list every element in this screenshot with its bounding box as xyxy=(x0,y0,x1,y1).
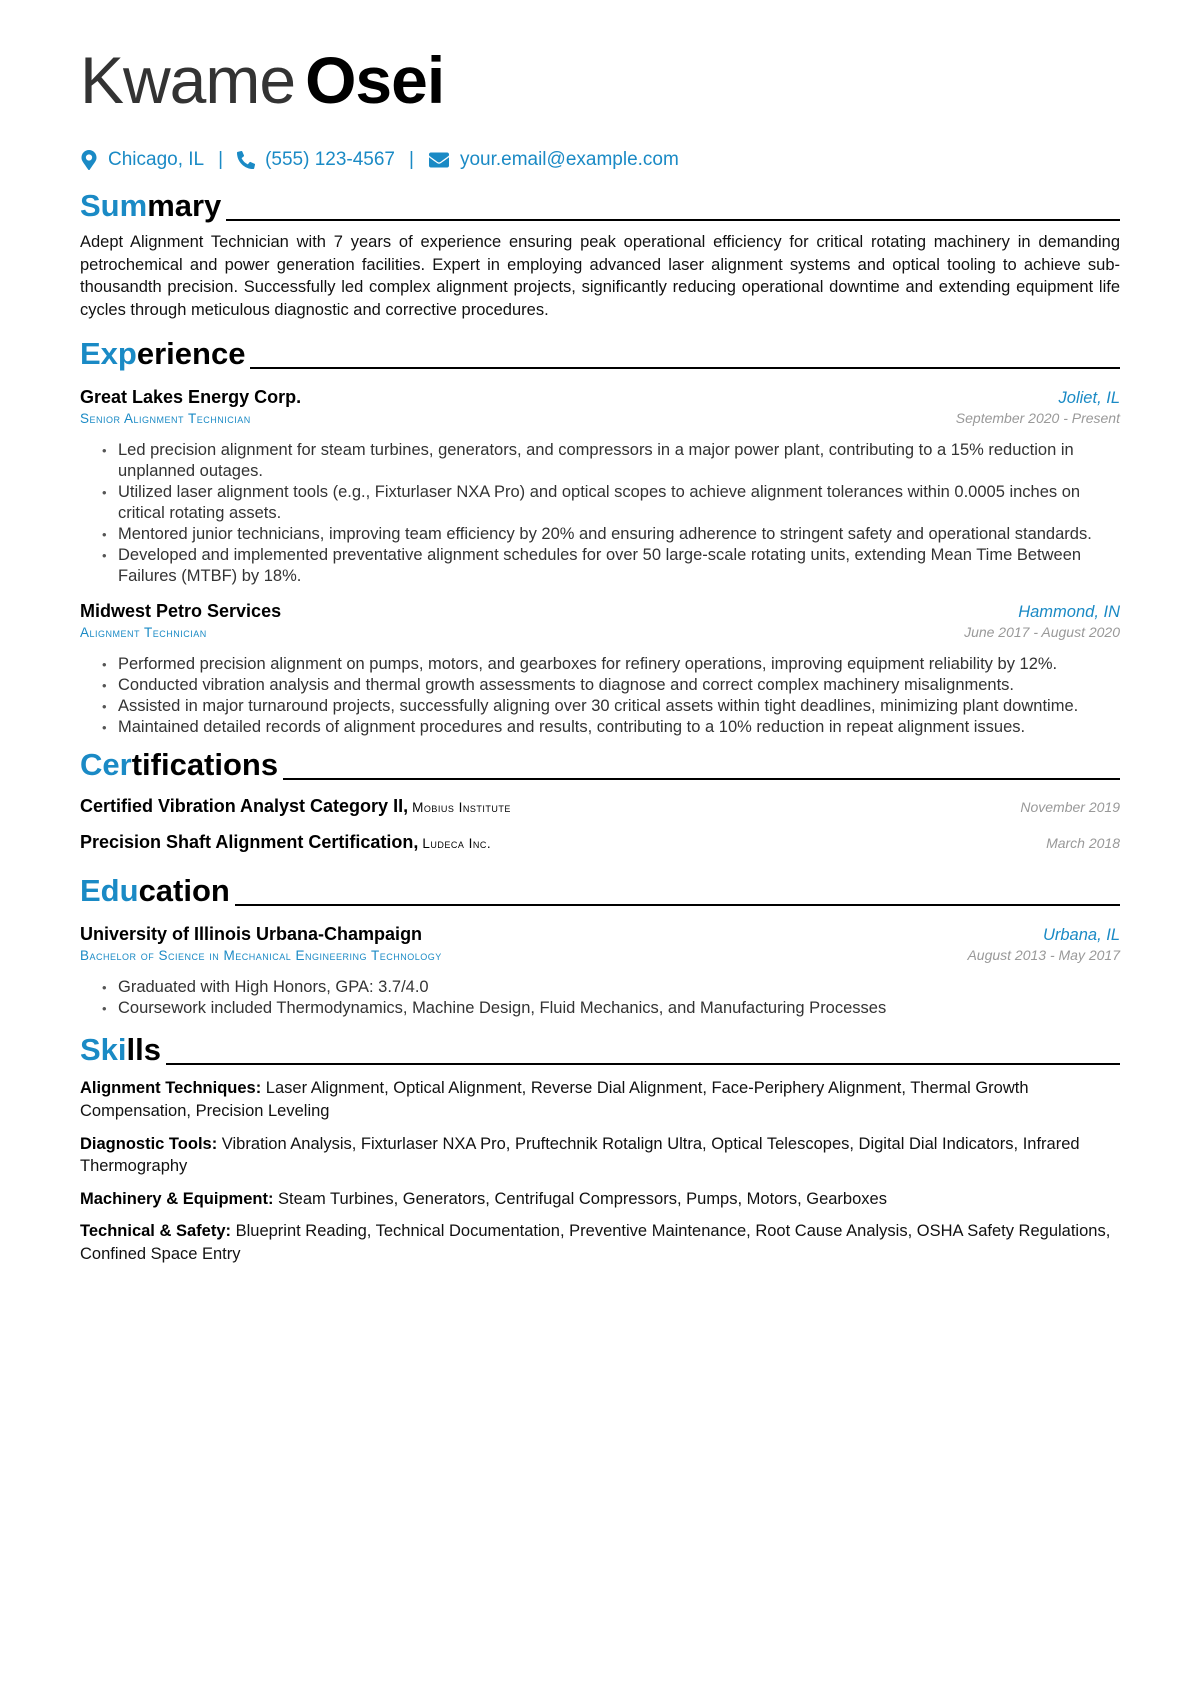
section-heading xyxy=(80,870,1120,910)
skill-category: Alignment Techniques: xyxy=(80,1079,262,1098)
last-name: Osei xyxy=(305,43,445,117)
school-name: University of Illinois Urbana-Champaign xyxy=(80,924,423,945)
skill-items: Vibration Analysis, Fixturlaser NXA Pro, Pruftechnik Rotalign Ultra, Optical Telescopes, Digital Dial Indicators, Infrared Thermography xyxy=(80,1134,1080,1176)
education-bullets xyxy=(80,977,1120,1019)
list-item: • Coursework included Thermodynamics, Machine Design, Fluid Mechanics, and Manufacturing Processes xyxy=(118,998,1120,1019)
certification-name: Certified Vibration Analyst Category II xyxy=(80,796,404,817)
skill-items: Steam Turbines, Generators, Centrifugal Compressors, Pumps, Motors, Gearboxes xyxy=(278,1189,887,1208)
list-item: • Utilized laser alignment tools (e.g., Fixturlaser NXA Pro) and optical scopes to achieve alignment tolerances within 0.0005 inches on critical rotating assets. xyxy=(118,482,1120,524)
contact-location xyxy=(80,149,204,171)
map-marker-icon xyxy=(80,150,98,170)
location-text: Chicago, IL xyxy=(108,149,205,170)
list-item: • Graduated with High Honors, GPA: 3.7/4.0 xyxy=(118,977,1120,998)
list-item: • Maintained detailed records of alignment procedures and results, contributing to a 10% reduction in repeat alignment issues. xyxy=(118,717,1120,738)
section-rule xyxy=(250,367,1120,369)
contact-bar xyxy=(80,145,1120,175)
skills-title: Skills xyxy=(80,1032,161,1068)
certifications-title: Certifications xyxy=(80,747,279,783)
list-item: • Mentored junior technicians, improving team efficiency by 20% and ensuring adherence to stringent safety and operational standards. xyxy=(118,524,1120,545)
list-item: • Led precision alignment for steam turbines, generators, and compressors in a major power plant, contributing to a 15% reduction in unplanned outages. xyxy=(118,440,1120,482)
section-rule xyxy=(235,904,1120,906)
certification-entry: Certified Vibration Analyst Category II, Mobius Institute November 2019 xyxy=(80,796,1120,817)
contact-separator: | xyxy=(409,149,414,170)
job-location: Joliet, IL xyxy=(1058,389,1120,408)
job-entry xyxy=(80,601,1120,738)
list-item: • Assisted in major turnaround projects, successfully aligning over 30 critical assets within tight deadlines, minimizing plant downtime. xyxy=(118,696,1120,717)
skills-section xyxy=(80,1029,1120,1265)
skill-category: Technical & Safety: xyxy=(80,1222,231,1241)
contact-separator: | xyxy=(218,149,224,170)
skill-items: Blueprint Reading, Technical Documentation, Preventive Maintenance, Root Cause Analysis, OSHA Safety Regulations, Confined Space Entry xyxy=(80,1222,1111,1263)
job-dates: June 2017 - August 2020 xyxy=(964,624,1120,641)
candidate-name xyxy=(80,0,1120,120)
certifications-section xyxy=(80,744,1120,868)
resume-page xyxy=(80,0,1120,1266)
phone-text[interactable]: (555) 123-4567 xyxy=(265,149,395,170)
job-location: Hammond, IN xyxy=(1018,603,1120,622)
education-dates: August 2013 - May 2017 xyxy=(967,947,1120,964)
job-bullets xyxy=(80,654,1120,738)
certification-entry: Precision Shaft Alignment Certification, Ludeca Inc. March 2018 xyxy=(80,832,1120,853)
job-role: Senior Alignment Technician xyxy=(80,411,251,427)
skill-group xyxy=(80,1220,1120,1265)
certification-name: Precision Shaft Alignment Certification xyxy=(80,832,414,853)
section-rule xyxy=(226,219,1120,221)
section-heading xyxy=(80,333,1120,373)
company-name: Great Lakes Energy Corp. xyxy=(80,387,302,408)
job-entry xyxy=(80,387,1120,587)
experience-section xyxy=(80,333,1120,738)
certification-date: November 2019 xyxy=(1020,799,1120,816)
section-rule xyxy=(166,1063,1120,1065)
skill-group xyxy=(80,1188,1120,1211)
envelope-icon xyxy=(428,150,450,170)
education-title: Education xyxy=(80,873,230,909)
first-name: Kwame xyxy=(80,43,296,117)
degree: Bachelor of Science in Mechanical Engineering Technology xyxy=(80,948,442,964)
job-bullets xyxy=(80,440,1120,587)
list-item: • Conducted vibration analysis and thermal growth assessments to diagnose and correct complex machinery misalignments. xyxy=(118,675,1120,696)
skill-group xyxy=(80,1133,1120,1178)
certification-issuer: Ludeca Inc. xyxy=(422,836,492,852)
section-heading xyxy=(80,185,1120,225)
job-dates: September 2020 - Present xyxy=(955,410,1120,427)
list-item: • Performed precision alignment on pumps, motors, and gearboxes for refinery operations, improving equipment reliability by 12%. xyxy=(118,654,1120,675)
certification-date: March 2018 xyxy=(1046,835,1120,852)
job-role: Alignment Technician xyxy=(80,625,207,641)
summary-text: Adept Alignment Technician with 7 years of experience ensuring peak operational efficiency for critical rotating machinery in demanding petrochemical and power generation facilities. Expert in employing advanced laser alignment systems and optical tooling to achieve sub-thousandth precision. Successfully led complex alignment projects, significantly reducing operational downtime and extending equipment life cycles through meticulous diagnostic and corrective procedures. xyxy=(80,233,1120,319)
skill-category: Diagnostic Tools: xyxy=(80,1134,218,1153)
phone-icon xyxy=(237,150,255,170)
list-item: • Developed and implemented preventative alignment schedules for over 50 large-scale rotating units, extending Mean Time Between Failures (MTBF) by 18%. xyxy=(118,545,1120,587)
experience-title: Experience xyxy=(80,336,246,372)
email-text[interactable]: your.email@example.com xyxy=(459,149,679,170)
education-section xyxy=(80,870,1120,1019)
summary-title: Summary xyxy=(80,188,222,223)
education-entry xyxy=(80,924,1120,1019)
contact-phone[interactable] xyxy=(237,149,395,171)
section-heading xyxy=(80,1029,1120,1069)
contact-email[interactable] xyxy=(428,149,679,171)
section-heading xyxy=(80,744,1120,784)
skill-items: Laser Alignment, Optical Alignment, Reverse Dial Alignment, Face-Periphery Alignment, Thermal Growth Compensation, Precision Leveling xyxy=(80,1079,1029,1120)
skill-category: Machinery & Equipment: xyxy=(80,1189,274,1208)
section-rule xyxy=(283,778,1120,780)
summary-section xyxy=(80,185,1120,321)
certification-issuer: Mobius Institute xyxy=(412,800,511,816)
skill-group xyxy=(80,1077,1120,1122)
company-name: Midwest Petro Services xyxy=(80,601,282,622)
school-location: Urbana, IL xyxy=(1042,926,1120,945)
